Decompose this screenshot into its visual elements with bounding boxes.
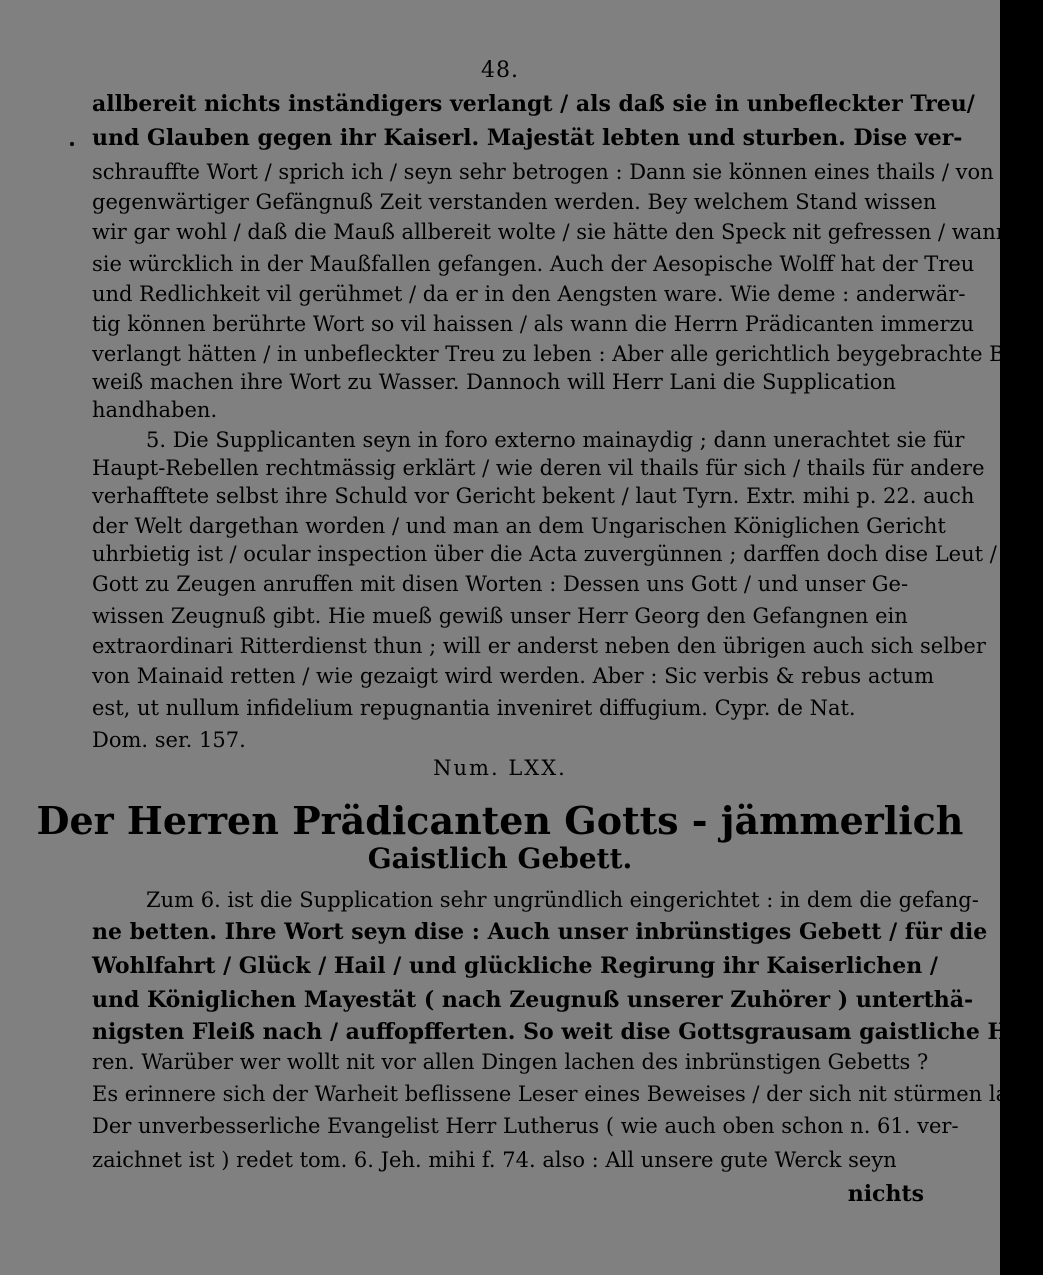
text-line: ne betten. Ihre Wort seyn dise : Auch unser inbrünstiges Gebett / für die [92, 919, 988, 945]
text-line: der Welt dargethan worden / und man an dem Ungarischen Königlichen Gericht [92, 514, 946, 538]
text-line: Gott zu Zeugen anruffen mit disen Worten : Dessen uns Gott / und unser Ge- [92, 572, 909, 596]
text-line: von Mainaid retten / wie gezaigt wird werden. Aber : Sic verbis & rebus actum [92, 664, 934, 688]
text-line: zaichnet ist ) redet tom. 6. Jeh. mihi f. 74. also : All unsere gute Werck seyn [92, 1148, 897, 1172]
catchword: nichts [847, 1181, 924, 1207]
text-line: und Königlichen Mayestät ( nach Zeugnuß unserer Zuhörer ) unterthä- [92, 987, 974, 1013]
text-line: Es erinnere sich der Warheit beflissene Leser eines Beweises / der sich nit stürmen last. [92, 1082, 1034, 1106]
text-line: 5. Die Supplicanten seyn in foro externo mainaydig ; dann unerachtet sie für [146, 428, 965, 452]
text-line: wissen Zeugnuß gibt. Hie mueß gewiß unser Herr Georg den Gefangnen ein [92, 604, 908, 628]
text-line: Wohlfahrt / Glück / Hail / und glückliche Regirung ihr Kaiserlichen / [92, 953, 938, 979]
section-number: Num. LXX. [433, 756, 567, 780]
section-heading: Der Herren Prädicanten Gotts - jämmerlich [36, 798, 964, 843]
text-line: nigsten Fleiß nach / auffopfferten. So weit dise Gottsgrausam gaistliche Her- [92, 1019, 1043, 1045]
text-line: est, ut nullum infidelium repugnantia inveniret diffugium. Cypr. de Nat. [92, 696, 856, 720]
text-line: und Glauben gegen ihr Kaiserl. Majestät lebten und sturben. Dise ver- [92, 125, 963, 151]
text-line: handhaben. [92, 398, 218, 422]
text-line: weiß machen ihre Wort zu Wasser. Dannoch will Herr Lani die Supplication [92, 370, 896, 394]
text-line: Haupt-Rebellen rechtmässig erklärt / wie deren vil thails für sich / thails für andere [92, 456, 985, 480]
text-line: sie würcklich in der Maußfallen gefangen. Auch der Aesopische Wolff hat der Treu [92, 252, 975, 276]
text-line: gegenwärtiger Gefängnuß Zeit verstanden werden. Bey welchem Stand wissen [92, 190, 937, 214]
text-line: und Redlichkeit vil gerühmet / da er in den Aengsten ware. Wie deme : anderwär- [92, 282, 966, 306]
text-line: tig können berührte Wort so vil haissen / als wann die Herrn Prädicanten immerzu [92, 312, 975, 336]
section-subheading: Gaistlich Gebett. [367, 842, 633, 875]
text-line: Dom. ser. 157. [92, 728, 246, 752]
text-line: Der unverbesserliche Evangelist Herr Lutherus ( wie auch oben schon n. 61. ver- [92, 1114, 959, 1138]
text-line: ren. Warüber wer wollt nit vor allen Dingen lachen des inbrünstigen Gebetts ? [92, 1050, 929, 1074]
text-line: verhafftete selbst ihre Schuld vor Gericht bekent / laut Tyrn. Extr. mihi p. 22. auch [92, 484, 975, 508]
text-line: verlangt hätten / in unbefleckter Treu zu leben : Aber alle gerichtlich beygebrachte Be- [92, 342, 1025, 366]
page-number: 48. [481, 58, 519, 83]
text-line: wir gar wohl / daß die Mauß allbereit wolte / sie hätte den Speck nit gefressen / wann [92, 220, 1010, 244]
text-line: schrauffte Wort / sprich ich / seyn sehr betrogen : Dann sie können eines thails / von [92, 160, 994, 184]
margin-mark [70, 142, 74, 146]
text-line: uhrbietig ist / ocular inspection über die Acta zuvergünnen ; darffen doch dise Leut / [92, 542, 997, 566]
text-line: extraordinari Ritterdienst thun ; will er anderst neben den übrigen auch sich selber [92, 634, 986, 658]
text-line: allbereit nichts inständigers verlangt / als daß sie in unbefleckter Treu/ [92, 91, 975, 117]
text-line: Zum 6. ist die Supplication sehr ungründlich eingerichtet : in dem die gefang- [146, 888, 979, 912]
